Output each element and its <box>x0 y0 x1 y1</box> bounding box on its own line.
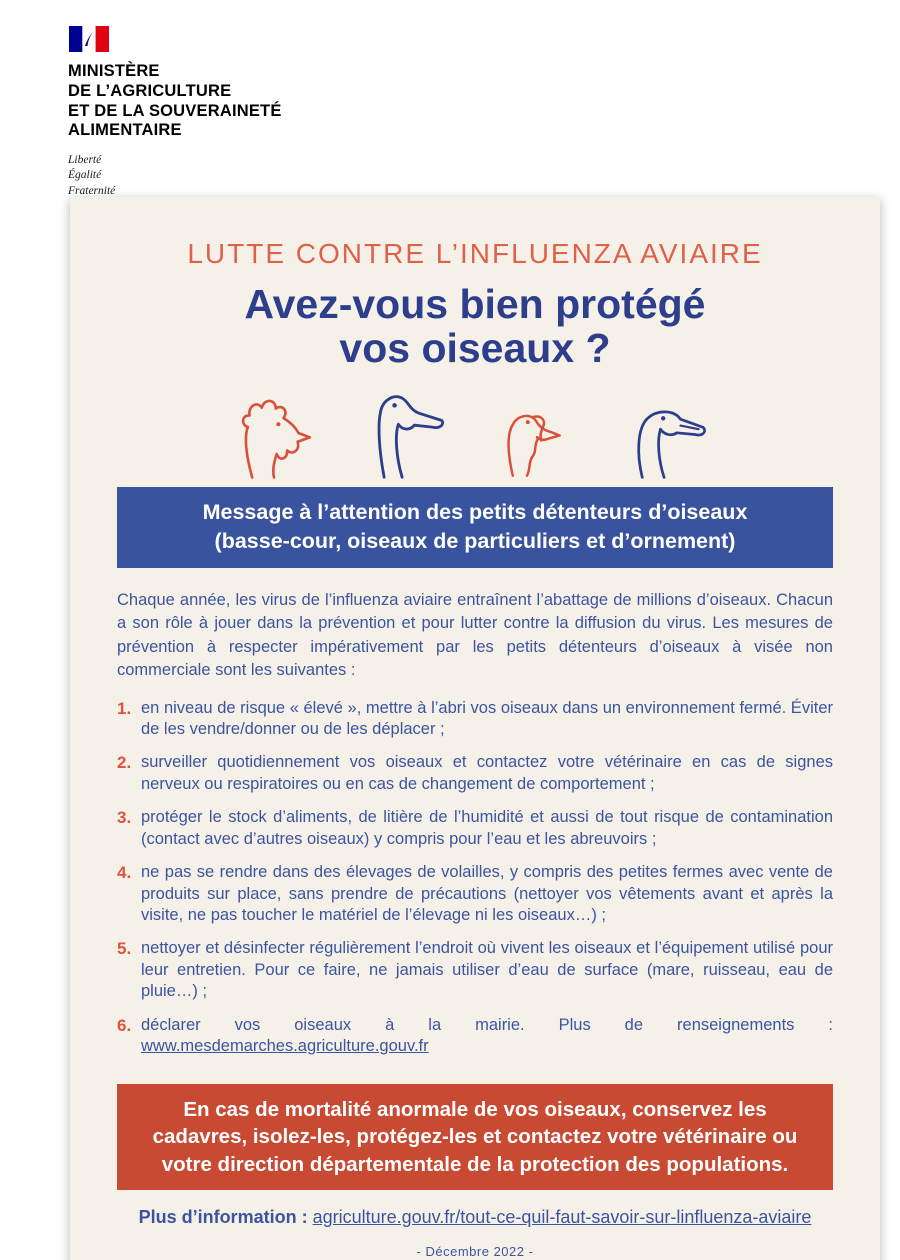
measure-number: 2. <box>117 753 132 773</box>
ministry-name-line: MINISTÈRE <box>68 62 160 80</box>
measure-text: nettoyer et désinfecter régulièrement l’endroit où vivent les oiseaux et l’équipement utilisé pour leur entretien. Pour ce faire, ne jamais utiliser d’eau de surface (mare, ruisseau, eau de pluie…) ; <box>141 939 833 1001</box>
measure-text: déclarer vos oiseaux à la mairie. Plus de renseignements : <box>141 1015 833 1034</box>
republic-motto <box>68 153 282 199</box>
motto-line: Égalité <box>68 169 102 182</box>
motto-line: Liberté <box>68 154 102 167</box>
goose-icon <box>350 377 458 481</box>
measure-text: ne pas se rendre dans des élevages de volailles, y compris des petites fermes avec vente de produits sur place, sans prendre de précautions (nettoyer vos vêtements avant et après la visite, ne pas toucher le matériel de l’élevage ni les oiseaux…) ; <box>141 863 833 925</box>
ministry-name-line: DE L’AGRICULTURE <box>68 81 232 100</box>
audience-banner-line2: (basse-cour, oiseaux de particuliers et d’ornement) <box>214 529 736 554</box>
more-info-link[interactable]: agriculture.gouv.fr/tout-ce-quil-faut-savoir-sur-linfluenza-aviaire <box>312 1207 812 1228</box>
bird-illustrations <box>117 383 833 481</box>
measure-text: en niveau de risque « élevé », mettre à l’abri vos oiseaux dans un environnement fermé. Éviter de les vendre/donner ou de les déplacer ; <box>141 698 833 738</box>
main-title-line2: vos oiseaux ? <box>339 325 611 372</box>
mesdemarches-link[interactable]: www.mesdemarches.agriculture.gouv.fr <box>141 1037 429 1056</box>
ministry-header <box>68 26 282 199</box>
duck-icon <box>606 381 724 481</box>
french-flag-icon <box>69 26 109 52</box>
mortality-alert-banner: En cas de mortalité anormale de vos oiseaux, conservez les cadavres, isolez-les, protégez-les et contactez votre vétérinaire ou votre direction départementale de la protection des populations. <box>117 1084 833 1190</box>
measure-item-6 <box>117 1015 833 1058</box>
ministry-name-line: ET DE LA SOUVERAINETÉ <box>68 101 282 120</box>
measure-item-3 <box>117 807 833 850</box>
measure-number: 3. <box>117 808 132 828</box>
publication-date: - Décembre 2022 - <box>416 1244 534 1260</box>
measure-number: 6. <box>117 1015 132 1035</box>
measure-item-2 <box>117 752 833 795</box>
motto-line: Fraternité <box>68 184 116 197</box>
chicken-icon <box>226 385 322 481</box>
ministry-name <box>68 62 282 141</box>
measure-number: 4. <box>117 863 132 883</box>
measure-item-1 <box>117 698 833 741</box>
campaign-kicker: LUTTE CONTRE L’INFLUENZA AVIAIRE <box>187 238 763 269</box>
audience-banner <box>117 487 833 568</box>
measure-item-5 <box>117 938 833 1002</box>
more-info-label: Plus d’information : <box>138 1207 308 1228</box>
turkey-icon <box>486 385 578 481</box>
measures-list <box>117 698 833 1058</box>
main-title <box>117 282 833 371</box>
measure-number: 5. <box>117 939 132 959</box>
audience-banner-line1: Message à l’attention des petits détenteurs d’oiseaux <box>202 499 748 524</box>
measure-text: surveiller quotidiennement vos oiseaux et contactez votre vétérinaire en cas de signes nerveux ou respiratoires ou en cas de changement de comportement ; <box>141 753 833 793</box>
more-info <box>117 1207 833 1228</box>
main-title-line1: Avez-vous bien protégé <box>244 281 706 327</box>
measure-number: 1. <box>117 698 132 718</box>
ministry-name-line: ALIMENTAIRE <box>68 121 182 140</box>
intro-paragraph: Chaque année, les virus de l’influenza aviaire entraînent l’abattage de millions d’oiseaux. Chacun a son rôle à jouer dans la prévention et pour lutter contre la diffusion du virus. Les mesures de prévention à respecter impérativement par les petits détenteurs d’oiseaux à visée non commerciale sont les suivantes : <box>117 590 833 680</box>
measure-text: protéger le stock d’aliments, de litière de l’humidité et aussi de tout risque de contamination (contact avec d’autres oiseaux) y compris pour l’eau et les abreuvoirs ; <box>141 808 833 848</box>
measure-item-4 <box>117 862 833 926</box>
poster-card <box>70 197 880 1260</box>
